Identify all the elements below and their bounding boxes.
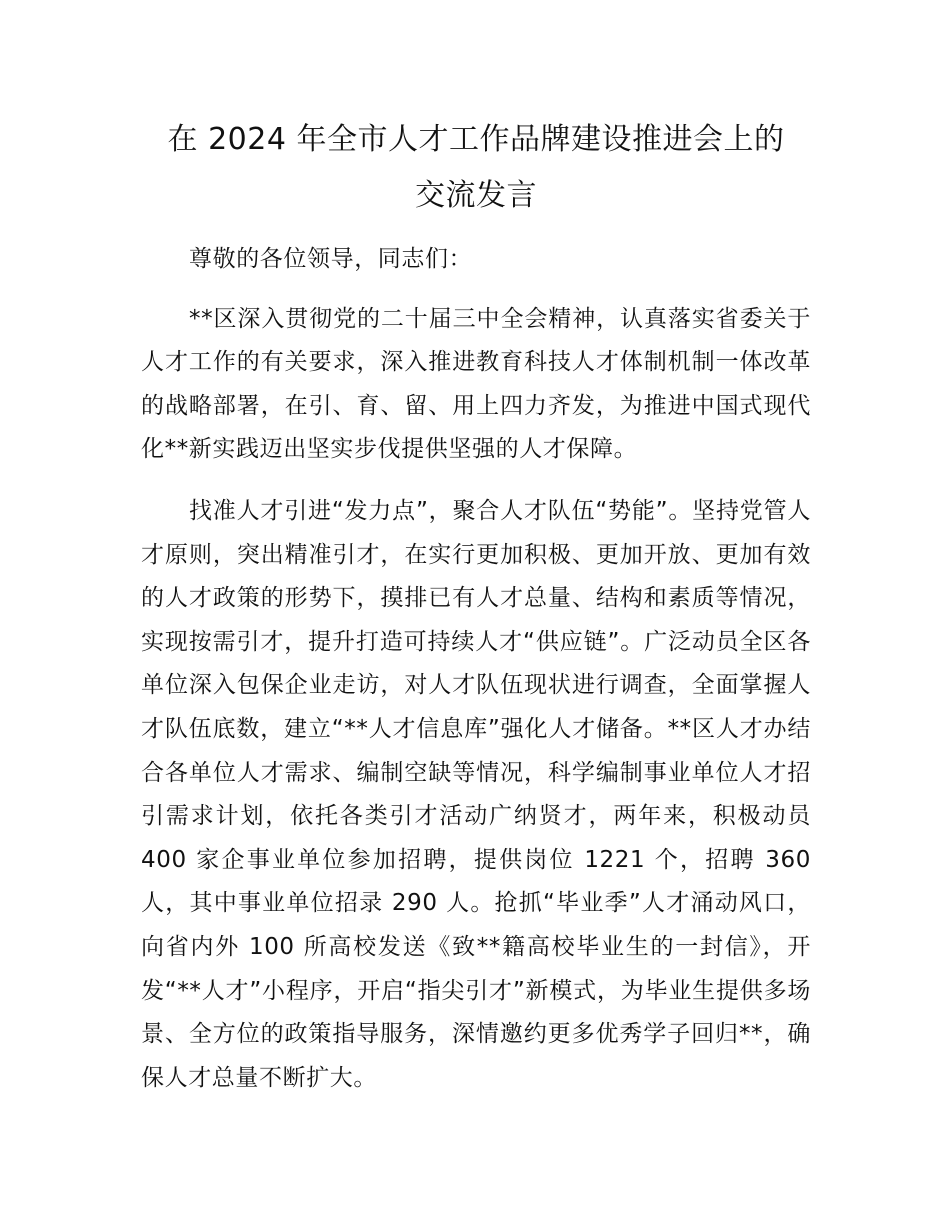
- title-line-2: 交流发言: [415, 178, 537, 213]
- title-line-1: 在 2024 年全市人才工作品牌建设推进会上的: [167, 122, 785, 157]
- paragraph-2: 找准人才引进“发力点”，聚合人才队伍“势能”。坚持党管人才原则，突出精准引才，在实行更加积极、更加开放、更加有效的人才政策的形势下，摸排已有人才总量、结构和素质等情况，实现按需引才，提升打造可持续人才“供应链”。广泛动员全区各单位深入包保企业走访，对人才队伍现状进行调查，全面掌握人才队伍底数，建立“**人才信息库”强化人才储备。**区人才办结合各单位人才需求、编制空缺等情况，科学编制事业单位人才招引需求计划，依托各类引才活动广纳贤才，两年来，积极动员 400 家企事业单位参加招聘，提供岗位 1221 个，招聘 360 人，其中事业单位招录 290 人。抢抓“毕业季”人才涌动风口，向省内外 100 所高校发送《致**籍高校毕业生的一封信》，开发“**人才”小程序，开启“指尖引才”新模式，为毕业生提供多场景、全方位的政策指导服务，深情邀约更多优秀学子回归**，确保人才总量不断扩大。: [141, 497, 811, 1091]
- document-page: [141, 112, 811, 1100]
- paragraph-1: **区深入贯彻党的二十届三中全会精神，认真落实省委关于人才工作的有关要求，深入推进教育科技人才体制机制一体改革的战略部署，在引、育、留、用上四力齐发，为推进中国式现代化**新实践迈出坚实步伐提供坚强的人才保障。: [141, 305, 811, 463]
- greeting: 尊敬的各位领导，同志们：: [189, 246, 473, 272]
- document-title: [141, 112, 811, 224]
